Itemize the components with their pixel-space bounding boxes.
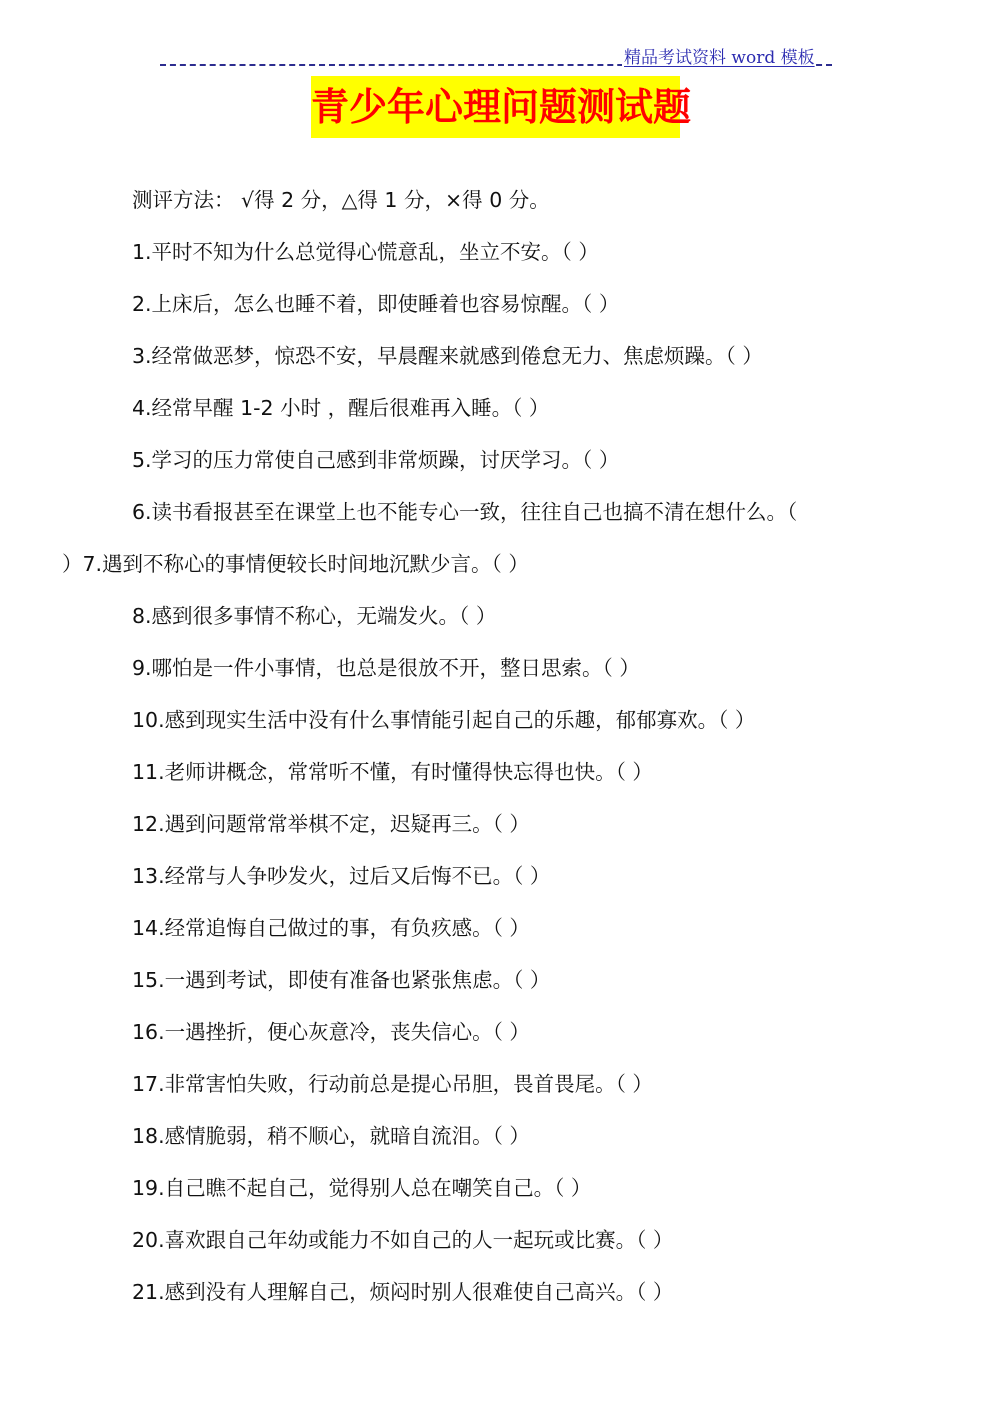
- question-item: 15.一遇到考试，即使有准备也紧张焦虑。（ ）: [132, 968, 551, 992]
- question-item: 16.一遇挫折，便心灰意冷，丧失信心。（ ）: [132, 1020, 530, 1044]
- page-title: 青少年心理问题测试题: [311, 76, 680, 138]
- question-item: 1.平时不知为什么总觉得心慌意乱，坐立不安。（ ）: [132, 240, 599, 264]
- question-item: ）7.遇到不称心的事情便较长时间地沉默少言。（ ）: [62, 552, 529, 576]
- question-item: 4.经常早醒 1-2 小时 ，醒后很难再入睡。（ ）: [132, 396, 550, 420]
- question-item: 5.学习的压力常使自己感到非常烦躁，讨厌学习。（ ）: [132, 448, 620, 472]
- header-label: 精品考试资料 word 模板: [622, 43, 815, 68]
- question-item: 13.经常与人争吵发火，过后又后悔不已。（ ）: [132, 864, 551, 888]
- question-item: 2.上床后，怎么也睡不着，即使睡着也容易惊醒。（ ）: [132, 292, 620, 316]
- question-item: 10.感到现实生活中没有什么事情能引起自己的乐趣，郁郁寡欢。（ ）: [132, 708, 756, 732]
- question-item: 14.经常追悔自己做过的事，有负疚感。（ ）: [132, 916, 530, 940]
- question-item: 17.非常害怕失败，行动前总是提心吊胆，畏首畏尾。（ ）: [132, 1072, 653, 1096]
- question-item: 11.老师讲概念，常常听不懂，有时懂得快忘得也快。（ ）: [132, 760, 653, 784]
- question-item: 6.读书看报甚至在课堂上也不能专心一致，往往自己也搞不清在想什么。（: [132, 500, 798, 524]
- question-item: 19.自己瞧不起自己，觉得别人总在嘲笑自己。（ ）: [132, 1176, 592, 1200]
- question-item: 21.感到没有人理解自己，烦闷时别人很难使自己高兴。（ ）: [132, 1280, 674, 1304]
- question-item: 9.哪怕是一件小事情，也总是很放不开，整日思索。（ ）: [132, 656, 640, 680]
- question-item: 18.感情脆弱，稍不顺心，就暗自流泪。（ ）: [132, 1124, 530, 1148]
- question-item: 20.喜欢跟自己年幼或能力不如自己的人一起玩或比赛。（ ）: [132, 1228, 674, 1252]
- question-item: 3.经常做恶梦，惊恐不安，早晨醒来就感到倦怠无力、焦虑烦躁。（ ）: [132, 344, 763, 368]
- question-item: 12.遇到问题常常举棋不定，迟疑再三。（ ）: [132, 812, 530, 836]
- scoring-method: 测评方法： √得 2 分，△得 1 分，×得 0 分。: [132, 188, 550, 212]
- question-item: 8.感到很多事情不称心，无端发火。（ ）: [132, 604, 497, 628]
